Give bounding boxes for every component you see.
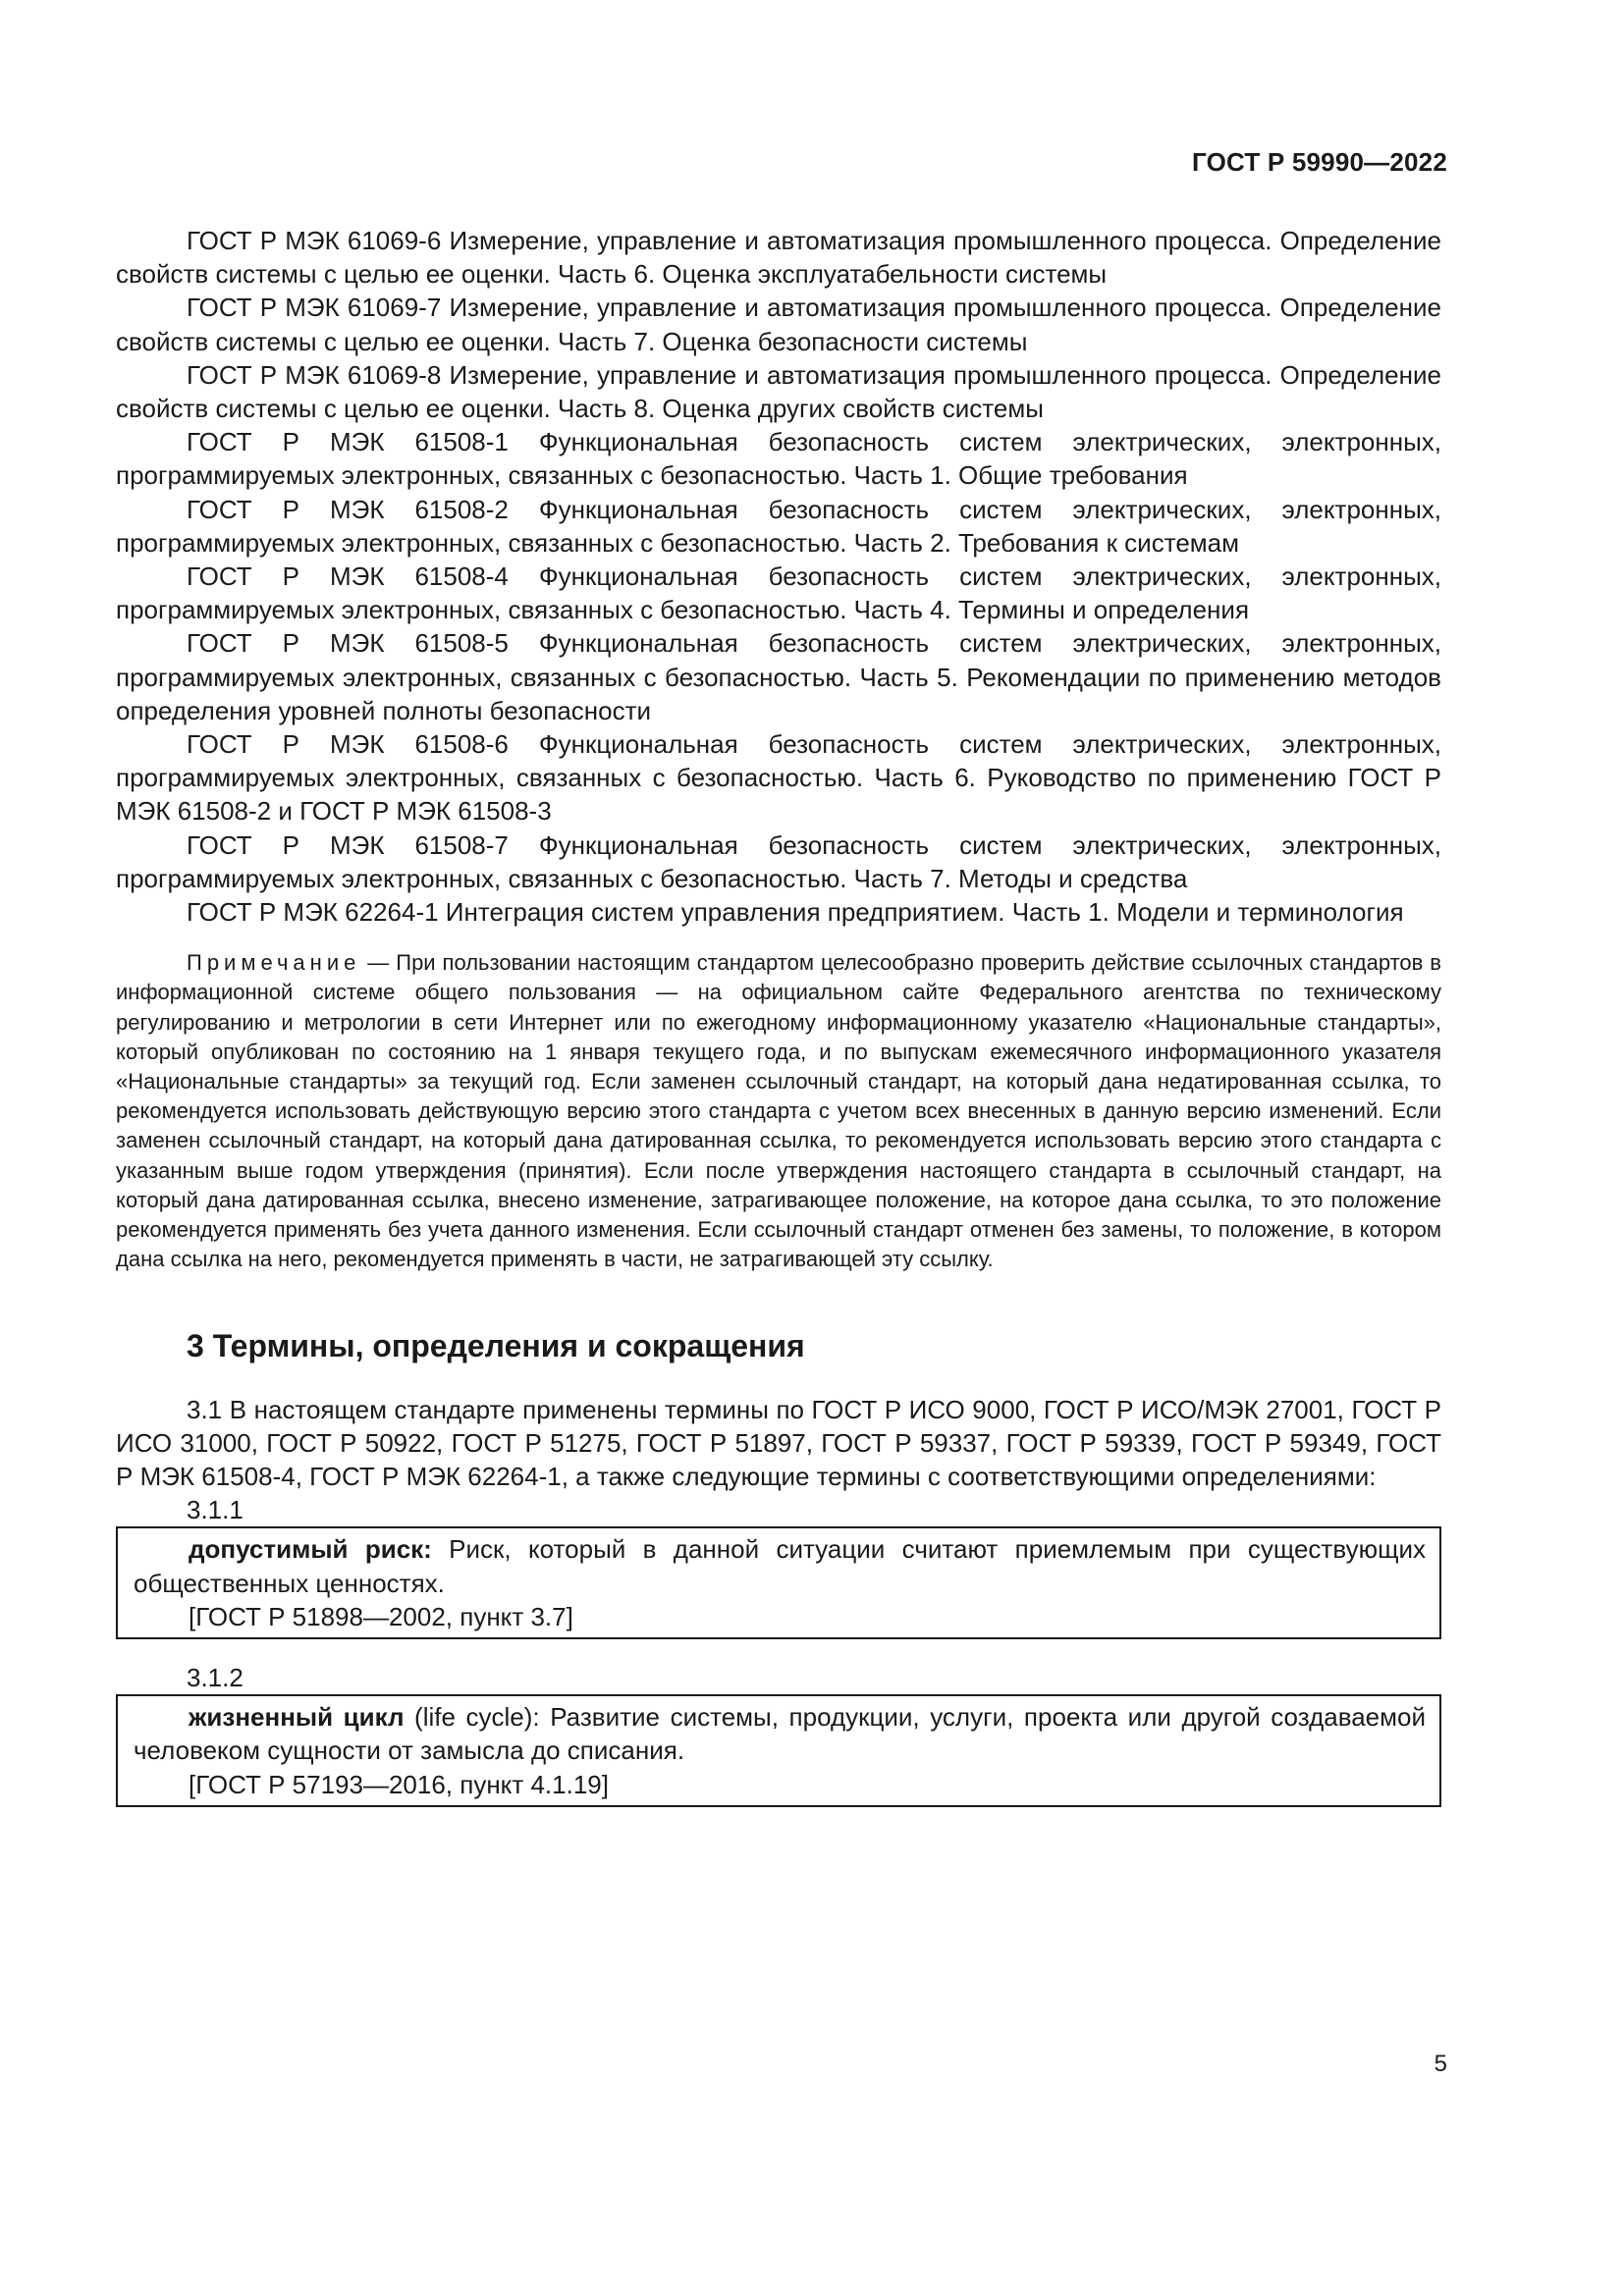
reference-item: ГОСТ Р МЭК 61508-1 Функциональная безопасность систем электрических, электронных, программируемых электронных, связанных с безопасностью. Часть 1. Общие требования bbox=[116, 427, 1441, 491]
section-title: 3 Термины, определения и сокращения bbox=[187, 1327, 805, 1363]
reference-item: ГОСТ Р МЭК 61069-6 Измерение, управление и автоматизация промышленного процесса. Определение свойств системы с целью ее оценки. Часть 6. Оценка эксплуатабельности системы bbox=[116, 226, 1441, 290]
spacer bbox=[116, 1639, 1441, 1661]
document-code-header: ГОСТ Р 59990—2022 bbox=[1192, 147, 1447, 177]
term-definition-text: Риск, который в данной ситуации считают приемлемым при существующих общественных ценностях. bbox=[134, 1534, 1426, 1598]
term-english: (life cycle): bbox=[404, 1702, 540, 1733]
term-definition bbox=[134, 1532, 1426, 1599]
term-number: 3.1.1 bbox=[187, 1495, 244, 1525]
page-body bbox=[116, 224, 1441, 1807]
term-definition bbox=[134, 1700, 1426, 1767]
term-name: допустимый риск: bbox=[189, 1534, 432, 1565]
term-source: [ГОСТ Р 51898—2002, пункт 3.7] bbox=[189, 1601, 573, 1631]
note-paragraph bbox=[116, 948, 1441, 1274]
section-intro: 3.1 В настоящем стандарте применены термины по ГОСТ Р ИСО 9000, ГОСТ Р ИСО/МЭК 27001, ГОСТ Р ИСО 31000, ГОСТ Р 50922, ГОСТ Р 51275, ГОСТ Р 51897, ГОСТ Р 59337, ГОСТ Р 59339, ГОСТ Р 59349, ГОСТ Р МЭК 61508-4, ГОСТ Р МЭК 62264-1, а также следующие термины с соответствующими определениями: bbox=[116, 1394, 1441, 1491]
reference-item: ГОСТ Р МЭК 61508-2 Функциональная безопасность систем электрических, электронных, программируемых электронных, связанных с безопасностью. Часть 2. Требования к системам bbox=[116, 494, 1441, 558]
term-definition-box bbox=[116, 1694, 1441, 1807]
note-label: Примечание bbox=[187, 950, 361, 976]
reference-item: ГОСТ Р МЭК 62264-1 Интеграция систем управления предприятием. Часть 1. Модели и терминология bbox=[187, 897, 1404, 928]
term-source: [ГОСТ Р 57193—2016, пункт 4.1.19] bbox=[189, 1769, 609, 1799]
reference-item: ГОСТ Р МЭК 61069-8 Измерение, управление и автоматизация промышленного процесса. Определение свойств системы с целью ее оценки. Часть 8. Оценка других свойств системы bbox=[116, 359, 1441, 424]
reference-item: ГОСТ Р МЭК 61508-7 Функциональная безопасность систем электрических, электронных, программируемых электронных, связанных с безопасностью. Часть 7. Методы и средства bbox=[116, 829, 1441, 893]
term-number: 3.1.2 bbox=[187, 1662, 244, 1692]
term-definition-text: Развитие системы, продукции, услуги, проекта или другой создаваемой человеком сущности от замысла до списания. bbox=[134, 1702, 1426, 1766]
term-definition-box bbox=[116, 1526, 1441, 1639]
reference-item: ГОСТ Р МЭК 61069-7 Измерение, управление и автоматизация промышленного процесса. Определение свойств системы с целью ее оценки. Часть 7. Оценка безопасности системы bbox=[116, 293, 1441, 356]
reference-item: ГОСТ Р МЭК 61508-5 Функциональная безопасность систем электрических, электронных, программируемых электронных, связанных с безопасностью. Часть 5. Рекомендации по применению методов определения уровней полноты безопасности bbox=[116, 628, 1441, 725]
note-text: — При пользовании настоящим стандартом целесообразно проверить действие ссылочных стандартов в информационной системе общего пользования — на официальном сайте Федерального агентства по техническому регулированию и метрологии в сети Интернет или по ежегодному информационному указателю «Национальные стандарты», который опубликован по состоянию на 1 января текущего года, и по выпускам ежемесячного информационного указателя «Национальные стандарты» за текущий год. Если заменен ссылочный стандарт, на который дана недатированная ссылка, то рекомендуется использовать действующую версию этого стандарта с учетом всех внесенных в данную версию изменений. Если заменен ссылочный стандарт, на который дана датированная ссылка, то рекомендуется использовать версию этого стандарта с указанным выше годом утверждения (принятия). Если после утверждения настоящего стандарта в ссылочный стандарт, на который дана датированная ссылка, внесено изменение, затрагивающее положение, на которое дана ссылка, то это положение рекомендуется применять без учета данного изменения. Если ссылочный стандарт отменен без замены, то положение, в котором дана ссылка на него, рекомендуется применять в части, не затрагивающей эту ссылку. bbox=[116, 950, 1441, 1272]
term-name: жизненный цикл bbox=[189, 1702, 405, 1733]
reference-item: ГОСТ Р МЭК 61508-6 Функциональная безопасность систем электрических, электронных, программируемых электронных, связанных с безопасностью. Часть 6. Руководство по применению ГОСТ Р МЭК 61508-2 и ГОСТ Р МЭК 61508-3 bbox=[116, 729, 1441, 827]
normative-references-list bbox=[116, 224, 1441, 929]
page-number: 5 bbox=[1434, 2051, 1447, 2077]
reference-item: ГОСТ Р МЭК 61508-4 Функциональная безопасность систем электрических, электронных, программируемых электронных, связанных с безопасностью. Часть 4. Термины и определения bbox=[116, 561, 1441, 625]
